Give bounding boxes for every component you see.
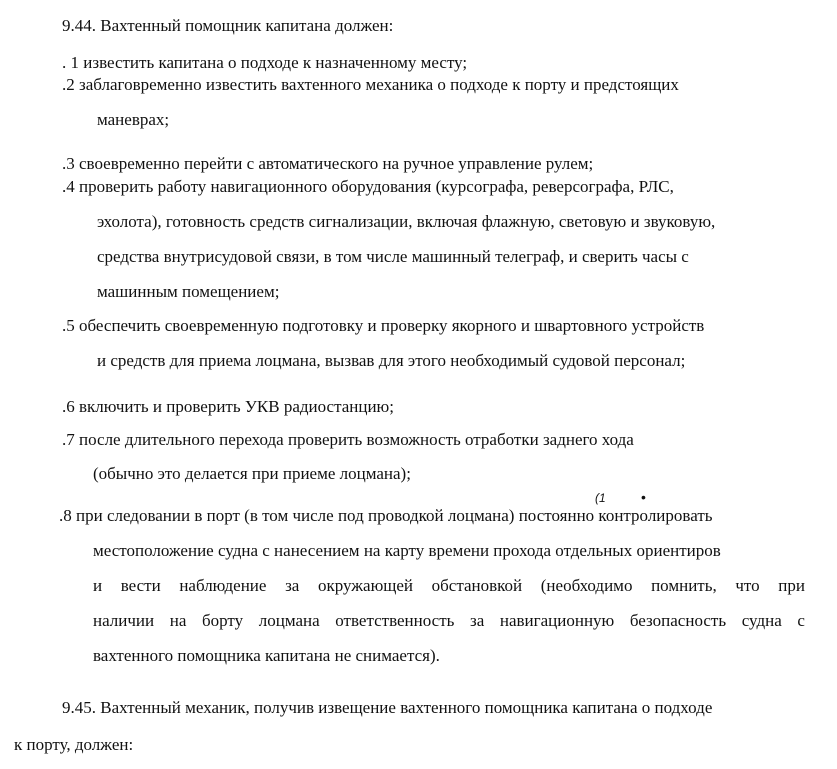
word: ответственность: [335, 611, 455, 630]
item-3: .3 своевременно перейти с автоматического на ручное управление рулем;: [62, 154, 594, 173]
word: с: [797, 611, 805, 630]
word: судна: [741, 611, 782, 630]
item-7-line-2: (обычно это делается при приеме лоцмана);: [93, 464, 411, 483]
item-8-line-4: [93, 611, 805, 631]
item-5-line-1: .5 обеспечить своевременную подготовку и проверку якорного и швартовного устройств: [62, 316, 705, 335]
word: (необходимо: [540, 576, 633, 595]
word: на: [169, 611, 187, 630]
item-8-line-3: [93, 576, 805, 596]
item-8-line-1: .8 при следовании в порт (в том числе под проводкой лоцмана) постоянно контролировать: [59, 506, 713, 525]
item-4-line-1: .4 проверить работу навигационного оборудования (курсографа, реверсографа, РЛС,: [62, 177, 674, 196]
word: помнить,: [651, 576, 717, 595]
heading-9-44: 9.44. Вахтенный помощник капитана должен:: [62, 16, 394, 35]
word: безопасность: [629, 611, 727, 630]
word: за: [285, 576, 300, 595]
item-4-line-2: эхолота), готовность средств сигнализации, включая флажную, световую и звуковую,: [97, 212, 716, 231]
item-1: . 1 известить капитана о подходе к назначенному месту;: [62, 53, 468, 72]
word: что: [735, 576, 760, 595]
word: лоцмана: [258, 611, 320, 630]
word: и: [93, 576, 103, 595]
item-2-line-2: маневрах;: [97, 110, 170, 129]
item-7-line-1: .7 после длительного перехода проверить возможность отработки заднего хода: [62, 430, 634, 449]
margin-mark: (1: [595, 491, 606, 505]
para-9-45-line-1: 9.45. Вахтенный механик, получив извещение вахтенного помощника капитана о подходе: [62, 698, 713, 717]
word: окружающей: [317, 576, 414, 595]
word: за: [470, 611, 485, 630]
word: навигационную: [499, 611, 615, 630]
item-6: .6 включить и проверить УКВ радиостанцию;: [62, 397, 394, 416]
item-8-line-5: вахтенного помощника капитана не снимается).: [93, 646, 440, 665]
item-5-line-2: и средств для приема лоцмана, вызвав для этого необходимый судовой персонал;: [97, 351, 686, 370]
word: наблюдение: [179, 576, 267, 595]
item-4-line-3: средства внутрисудовой связи, в том числе машинный телеграф, и сверить часы с: [97, 247, 689, 266]
word: обстановкой: [431, 576, 523, 595]
word: вести: [120, 576, 161, 595]
item-2-line-1: .2 заблаговременно известить вахтенного механика о подходе к порту и предстоящих: [62, 75, 679, 94]
para-9-45-line-2: к порту, должен:: [14, 735, 134, 754]
word: борту: [202, 611, 244, 630]
item-4-line-4: машинным помещением;: [97, 282, 280, 301]
word: при: [778, 576, 805, 595]
item-8-line-2: местоположение судна с нанесением на карту времени прохода отдельных ориентиров: [93, 541, 721, 560]
margin-dot: •: [641, 489, 646, 505]
word: наличии: [93, 611, 155, 630]
